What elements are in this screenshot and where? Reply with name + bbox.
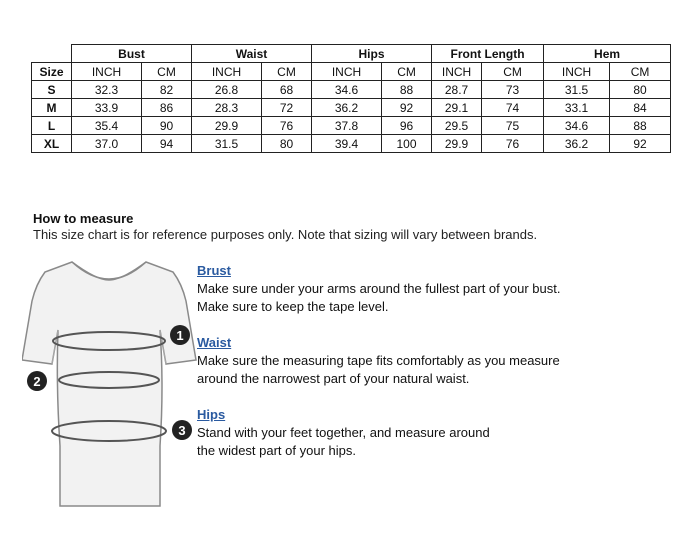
table-cell: 37.0	[72, 135, 142, 153]
table-cell: 28.3	[192, 99, 262, 117]
unit-header: INCH	[544, 63, 610, 81]
unit-header: CM	[382, 63, 432, 81]
waist-description	[197, 334, 560, 388]
unit-header: INCH	[192, 63, 262, 81]
table-cell: 36.2	[544, 135, 610, 153]
group-header-bust: Bust	[72, 45, 192, 63]
table-cell: 32.3	[72, 81, 142, 99]
table-cell: 90	[142, 117, 192, 135]
reference-note: This size chart is for reference purposes only. Note that sizing will vary between brands.	[33, 227, 538, 242]
how-to-measure-heading: How to measure	[33, 211, 134, 226]
table-row	[32, 99, 671, 117]
table-cell: 31.5	[544, 81, 610, 99]
dress-outline	[22, 262, 196, 506]
table-cell: 34.6	[544, 117, 610, 135]
table-cell: 28.7	[432, 81, 482, 99]
description-line: around the narrowest part of your natural waist.	[197, 371, 470, 386]
unit-header: CM	[142, 63, 192, 81]
group-header-hips: Hips	[312, 45, 432, 63]
table-cell: 34.6	[312, 81, 382, 99]
table-cell: 100	[382, 135, 432, 153]
table-cell: 86	[142, 99, 192, 117]
dress-measurement-figure	[22, 256, 202, 514]
svg-text:1: 1	[176, 328, 184, 343]
marker-1	[170, 325, 190, 345]
table-cell: 33.9	[72, 99, 142, 117]
table-cell: 76	[482, 135, 544, 153]
size-cell: XL	[32, 135, 72, 153]
waist-title-link[interactable]: Waist	[197, 335, 232, 350]
corner-cell	[32, 45, 72, 63]
table-cell: 31.5	[192, 135, 262, 153]
table-cell: 92	[382, 99, 432, 117]
table-cell: 84	[610, 99, 671, 117]
group-header-hem: Hem	[544, 45, 671, 63]
how-to-measure-section	[33, 211, 537, 243]
table-row	[32, 135, 671, 153]
table-cell: 80	[262, 135, 312, 153]
unit-header: INCH	[432, 63, 482, 81]
unit-header-row	[32, 63, 671, 81]
table-row	[32, 81, 671, 99]
table-cell: 39.4	[312, 135, 382, 153]
table-cell: 68	[262, 81, 312, 99]
table-cell: 37.8	[312, 117, 382, 135]
table-cell: 29.1	[432, 99, 482, 117]
marker-3	[172, 420, 192, 440]
table-cell: 26.8	[192, 81, 262, 99]
description-line: Make sure under your arms around the fullest part of your bust.	[197, 281, 561, 296]
table-cell: 92	[610, 135, 671, 153]
svg-text:2: 2	[33, 374, 41, 389]
table-row	[32, 117, 671, 135]
unit-header: CM	[610, 63, 671, 81]
table-cell: 88	[610, 117, 671, 135]
description-line: Make sure to keep the tape level.	[197, 299, 389, 314]
unit-header: INCH	[312, 63, 382, 81]
table-cell: 29.9	[432, 135, 482, 153]
table-cell: 35.4	[72, 117, 142, 135]
bust-description	[197, 262, 560, 316]
marker-2	[27, 371, 47, 391]
description-line: Stand with your feet together, and measure around	[197, 425, 490, 440]
table-cell: 75	[482, 117, 544, 135]
table-cell: 33.1	[544, 99, 610, 117]
table-cell: 72	[262, 99, 312, 117]
description-line: Make sure the measuring tape fits comfortably as you measure	[197, 353, 560, 368]
table-cell: 29.9	[192, 117, 262, 135]
group-header-front-length: Front Length	[432, 45, 544, 63]
table-cell: 73	[482, 81, 544, 99]
size-cell: L	[32, 117, 72, 135]
table-cell: 76	[262, 117, 312, 135]
description-line: the widest part of your hips.	[197, 443, 356, 458]
size-cell: M	[32, 99, 72, 117]
dress-illustration	[22, 256, 202, 514]
table-cell: 36.2	[312, 99, 382, 117]
table-cell: 88	[382, 81, 432, 99]
table-cell: 80	[610, 81, 671, 99]
bust-title-link[interactable]: Brust	[197, 263, 231, 278]
table-cell: 94	[142, 135, 192, 153]
hips-title-link[interactable]: Hips	[197, 407, 226, 422]
hips-description	[197, 406, 490, 460]
size-cell: S	[32, 81, 72, 99]
size-header: Size	[32, 63, 72, 81]
group-header-row	[32, 45, 671, 63]
unit-header: INCH	[72, 63, 142, 81]
svg-text:3: 3	[178, 423, 186, 438]
group-header-waist: Waist	[192, 45, 312, 63]
table-cell: 74	[482, 99, 544, 117]
size-chart-table	[31, 44, 671, 153]
unit-header: CM	[262, 63, 312, 81]
table-cell: 96	[382, 117, 432, 135]
unit-header: CM	[482, 63, 544, 81]
table-cell: 29.5	[432, 117, 482, 135]
table-cell: 82	[142, 81, 192, 99]
